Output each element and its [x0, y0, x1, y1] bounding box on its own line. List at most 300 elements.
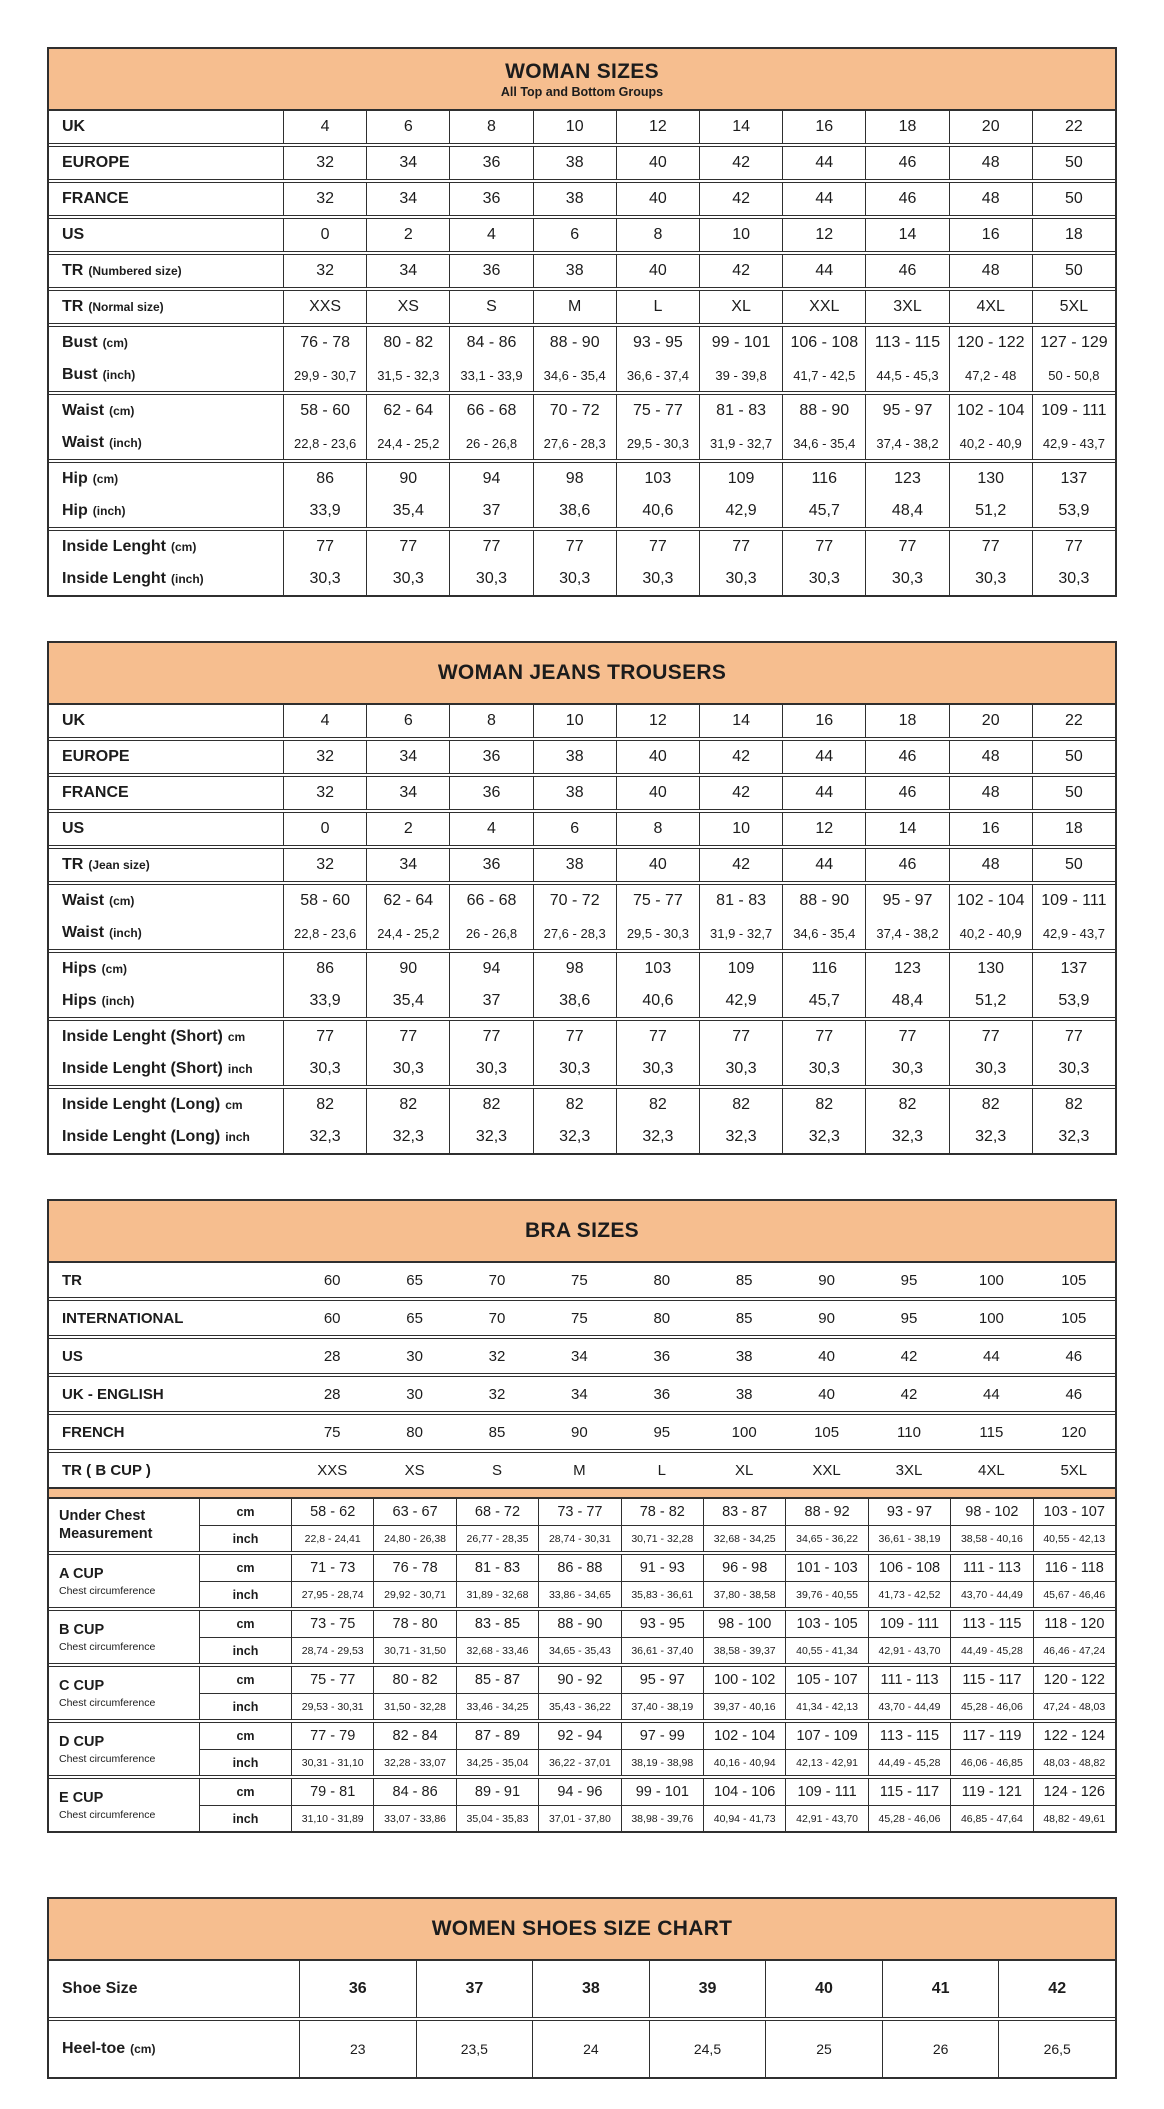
cell-value: XS — [404, 1461, 425, 1479]
cell-value: 87 - 89 — [456, 1723, 538, 1749]
cell-value: 30,3 — [449, 563, 532, 595]
cell-value: 106 - 108 — [868, 1555, 950, 1581]
cell-value: 81 - 83 — [699, 395, 782, 427]
cell-value: 39,76 - 40,55 — [785, 1581, 867, 1607]
row-label-text: Inside Lenght (Short) — [62, 1060, 223, 1077]
cell-value: 43,70 - 44,49 — [868, 1693, 950, 1719]
cell-value: 77 — [782, 531, 865, 563]
cell-value: 26,77 - 28,35 — [456, 1525, 538, 1551]
cell-value: 90 — [366, 953, 449, 985]
cell-value: 41,7 - 42,5 — [782, 359, 865, 391]
row-label-text: Hip — [62, 502, 88, 519]
row-label — [49, 395, 283, 427]
divider-strip — [49, 1487, 1115, 1499]
cell-value: 48 — [949, 147, 1032, 179]
cell-value: 30,3 — [699, 563, 782, 595]
table-row — [49, 1263, 1115, 1297]
cell-value: 40 — [818, 1385, 835, 1403]
cell-value: 77 — [449, 531, 532, 563]
cell-value: 109 - 111 — [868, 1611, 950, 1637]
cell-value: 80 - 82 — [366, 327, 449, 359]
table-row — [49, 1339, 1115, 1373]
cell-value: 32 — [283, 777, 366, 809]
cell-value: 42,9 - 43,7 — [1032, 917, 1115, 949]
cup-label-sublabel: Chest circumference — [59, 1808, 156, 1821]
cell-value: 68 - 72 — [456, 1499, 538, 1525]
cell-value: 42 — [699, 147, 782, 179]
cell-value: 53,9 — [1032, 495, 1115, 527]
cell-value: 45,67 - 46,46 — [1033, 1581, 1115, 1607]
table-row — [49, 1021, 1115, 1053]
table-row — [49, 885, 1115, 917]
cell-value: 32 — [488, 1347, 506, 1365]
cell-value: 32,3 — [865, 1121, 948, 1153]
table-row — [49, 1053, 1115, 1085]
cell-value: 38 — [533, 849, 616, 881]
cell-value: 16 — [949, 813, 1032, 845]
row-group — [49, 773, 1115, 809]
cell-value: 32,3 — [366, 1121, 449, 1153]
cell-value: 6 — [366, 111, 449, 143]
cell-value: 48 — [949, 183, 1032, 215]
cell-value: 32 — [283, 741, 366, 773]
cell-value: 97 - 99 — [621, 1723, 703, 1749]
cell-value: 41,34 - 42,13 — [785, 1693, 867, 1719]
row-label — [49, 427, 283, 459]
row-group — [49, 881, 1115, 949]
cell-value: 42 — [900, 1385, 918, 1403]
cell-value: 22,8 - 24,41 — [291, 1525, 373, 1551]
cell-value: 31,5 - 32,3 — [366, 359, 449, 391]
cell-value: 6 — [533, 813, 616, 845]
cell-value: 44 — [782, 741, 865, 773]
cell-value: 100 - 102 — [703, 1667, 785, 1693]
cell-value: 42,9 — [699, 985, 782, 1017]
cell-value: 33,9 — [283, 495, 366, 527]
unit-label: inch — [199, 1581, 291, 1607]
cell-value: 110 — [897, 1423, 921, 1441]
row-label-text: Waist — [62, 434, 105, 451]
table-row — [49, 741, 1115, 773]
cell-value: 95 - 97 — [865, 395, 948, 427]
cell-value: 30,3 — [449, 1053, 532, 1085]
cell-value: 37 — [416, 1961, 533, 2017]
cell-value: 35,43 - 36,22 — [538, 1693, 620, 1719]
unit-label: inch — [199, 1749, 291, 1775]
row-label-text: Bust — [62, 366, 98, 383]
cell-value: 93 - 95 — [621, 1611, 703, 1637]
cell-value: 88 - 92 — [785, 1499, 867, 1525]
cell-value: 99 - 101 — [699, 327, 782, 359]
unit-label: cm — [199, 1779, 291, 1805]
cell-value: 102 - 104 — [703, 1723, 785, 1749]
cell-value: 50 — [1032, 255, 1115, 287]
cell-value: 29,9 - 30,7 — [283, 359, 366, 391]
cell-value: 5XL — [1032, 291, 1115, 323]
cup-row-group — [49, 1551, 1115, 1607]
cell-value: 24,4 - 25,2 — [366, 917, 449, 949]
cell-value: 77 — [1032, 531, 1115, 563]
cell-value: 105 - 107 — [785, 1667, 867, 1693]
table-row — [49, 2021, 1115, 2077]
cell-value: 32 — [488, 1385, 506, 1403]
cell-value: XXL — [782, 291, 865, 323]
cell-value: 48 — [949, 741, 1032, 773]
unit-label: inch — [199, 1805, 291, 1831]
cell-value: 42 — [699, 255, 782, 287]
row-label — [49, 1453, 291, 1487]
row-group — [49, 1297, 1115, 1335]
table-row — [49, 327, 1115, 359]
row-label — [49, 1263, 291, 1297]
cell-value: 98 - 102 — [950, 1499, 1032, 1525]
row-label — [49, 849, 283, 881]
cell-value: 30,3 — [1032, 1053, 1115, 1085]
cell-value: XXS — [317, 1461, 348, 1479]
bra-conversion-section — [49, 1263, 1115, 1487]
woman-jeans-trousers-table — [47, 641, 1117, 1155]
row-label-note: (cm) — [92, 472, 119, 486]
cell-value: 4 — [283, 111, 366, 143]
row-group — [49, 391, 1115, 459]
row-label-text: TR — [62, 262, 84, 279]
cell-value: 105 — [814, 1423, 840, 1441]
cell-value: 6 — [366, 705, 449, 737]
table-row — [49, 1377, 1115, 1411]
cell-value: 30,3 — [283, 563, 366, 595]
cell-value: 103 — [616, 953, 699, 985]
cell-value: 26 - 26,8 — [449, 427, 532, 459]
cell-value: 40 — [765, 1961, 882, 2017]
row-label — [49, 1053, 283, 1085]
cell-value: 60 — [323, 1309, 341, 1327]
cell-value: 39 — [649, 1961, 766, 2017]
cell-value: 44 — [782, 183, 865, 215]
cell-value: 130 — [949, 463, 1032, 495]
cell-value: 38,19 - 38,98 — [621, 1749, 703, 1775]
cell-value: 80 — [653, 1309, 671, 1327]
row-label — [49, 563, 283, 595]
row-label-note: (inch) — [102, 368, 136, 382]
cell-value: 37,40 - 38,19 — [621, 1693, 703, 1719]
cell-value: 29,53 - 30,31 — [291, 1693, 373, 1719]
cell-value: L — [616, 291, 699, 323]
row-label-note: (inch) — [92, 504, 126, 518]
row-label — [49, 147, 283, 179]
cell-value: 44,5 - 45,3 — [865, 359, 948, 391]
cell-value: 18 — [1032, 219, 1115, 251]
cell-value: 51,2 — [949, 985, 1032, 1017]
cell-value: 33,07 - 33,86 — [373, 1805, 455, 1831]
cell-value: 30,3 — [616, 1053, 699, 1085]
cell-value: 123 — [865, 463, 948, 495]
cell-value: 105 — [1061, 1309, 1087, 1327]
cell-value: 45,28 - 46,06 — [950, 1693, 1032, 1719]
cell-value: 34,6 - 35,4 — [782, 427, 865, 459]
cell-value: 113 - 115 — [868, 1723, 950, 1749]
unit-label: inch — [199, 1525, 291, 1551]
cell-value: 35,04 - 35,83 — [456, 1805, 538, 1831]
cell-value: 50 — [1032, 147, 1115, 179]
cell-value: 32,68 - 33,46 — [456, 1637, 538, 1663]
cell-value: 103 — [616, 463, 699, 495]
cell-value: 77 — [699, 531, 782, 563]
row-label-text: FRENCH — [62, 1423, 125, 1441]
cell-value: 102 - 104 — [949, 395, 1032, 427]
cell-value: 44,49 - 45,28 — [950, 1637, 1032, 1663]
cell-value: 8 — [616, 813, 699, 845]
row-label — [49, 953, 283, 985]
cell-value: 84 - 86 — [373, 1779, 455, 1805]
cell-value: 90 — [818, 1309, 835, 1327]
cell-value: 99 - 101 — [621, 1779, 703, 1805]
table-header-band — [49, 1201, 1115, 1263]
cell-value: 37,4 - 38,2 — [865, 917, 948, 949]
cell-value: 12 — [616, 111, 699, 143]
cell-value: 77 — [616, 531, 699, 563]
cell-value: 30,71 - 32,28 — [621, 1525, 703, 1551]
row-group — [49, 705, 1115, 737]
cell-value: 36 — [653, 1347, 671, 1365]
row-label-note: (cm) — [130, 2042, 156, 2056]
row-label — [49, 1021, 283, 1053]
cell-value: 71 - 73 — [291, 1555, 373, 1581]
cell-value: 123 — [865, 953, 948, 985]
cell-value: 8 — [616, 219, 699, 251]
cell-value: 50 — [1032, 849, 1115, 881]
cell-value: 31,10 - 31,89 — [291, 1805, 373, 1831]
row-label — [49, 219, 283, 251]
table-row — [49, 395, 1115, 427]
cell-value: 95 — [653, 1423, 671, 1441]
cell-value: 113 - 115 — [865, 327, 948, 359]
cell-value: 44 — [782, 777, 865, 809]
cup-row-group — [49, 1499, 1115, 1551]
row-label — [49, 291, 283, 323]
cell-value: 46,85 - 47,64 — [950, 1805, 1032, 1831]
row-label-text: Inside Lenght (Long) — [62, 1096, 221, 1113]
row-label-text: UK — [62, 118, 86, 135]
cell-value: 116 — [782, 463, 865, 495]
cell-value: 77 - 79 — [291, 1723, 373, 1749]
cell-value: 22,8 - 23,6 — [283, 917, 366, 949]
cup-label-text: A CUP — [59, 1566, 104, 1583]
cell-value: 26 - 26,8 — [449, 917, 532, 949]
table-row — [49, 1415, 1115, 1449]
row-label — [49, 705, 283, 737]
cell-value: 22,8 - 23,6 — [283, 427, 366, 459]
cell-value: 95 — [900, 1271, 918, 1289]
cell-value: 111 - 113 — [950, 1555, 1032, 1581]
unit-label: cm — [199, 1667, 291, 1693]
row-label-note: (cm) — [109, 404, 135, 418]
cup-label — [49, 1611, 199, 1663]
cell-value: 36 — [449, 741, 532, 773]
row-label-text: TR ( B CUP ) — [62, 1461, 151, 1479]
cell-value: 48 — [949, 255, 1032, 287]
table-row — [49, 427, 1115, 459]
cell-value: 120 — [1061, 1423, 1087, 1441]
row-label-text: Inside Lenght (Long) — [62, 1128, 221, 1145]
cell-value: 24,5 — [649, 2021, 766, 2077]
table-row — [49, 183, 1115, 215]
cell-value: 45,7 — [782, 495, 865, 527]
cell-value: 30,3 — [699, 1053, 782, 1085]
cell-value: 40 — [616, 741, 699, 773]
cell-value: 4 — [283, 705, 366, 737]
cell-value: 30,3 — [865, 563, 948, 595]
row-label-text: TR — [62, 1271, 82, 1289]
cell-value: 70 - 72 — [533, 395, 616, 427]
row-label-note: (Jean size) — [88, 858, 150, 872]
cell-value: 40,6 — [616, 985, 699, 1017]
cell-value: 16 — [782, 705, 865, 737]
cell-value: 120 - 122 — [949, 327, 1032, 359]
cell-value: XL — [699, 291, 782, 323]
cell-value: 116 — [782, 953, 865, 985]
cell-value: 109 - 111 — [1032, 395, 1115, 427]
cell-value: 34 — [571, 1347, 588, 1365]
row-label-note: (cm) — [101, 962, 128, 976]
row-label — [49, 359, 283, 391]
cell-value: 3XL — [895, 1461, 923, 1479]
cell-value: 40,6 — [616, 495, 699, 527]
cell-value: 18 — [865, 111, 948, 143]
cell-value: 82 — [949, 1089, 1032, 1121]
cell-value: 40,55 - 41,34 — [785, 1637, 867, 1663]
cell-value: 27,6 - 28,3 — [533, 427, 616, 459]
row-label — [49, 1339, 291, 1373]
cell-value: 40,94 - 41,73 — [703, 1805, 785, 1831]
cell-value: 35,83 - 36,61 — [621, 1581, 703, 1607]
cell-value: 46 — [865, 147, 948, 179]
cell-value: 58 - 60 — [283, 395, 366, 427]
cell-value: 20 — [949, 111, 1032, 143]
cell-value: S — [449, 291, 532, 323]
cell-value: 25 — [765, 2021, 882, 2077]
cell-value: 30,3 — [949, 1053, 1032, 1085]
cell-value: 34 — [366, 741, 449, 773]
cell-value: 109 — [699, 463, 782, 495]
cell-value: 77 — [699, 1021, 782, 1053]
row-label — [49, 183, 283, 215]
row-label-text: Hips — [62, 992, 97, 1009]
cell-value: 26,5 — [998, 2021, 1115, 2077]
cell-value: 4XL — [978, 1461, 1005, 1479]
cup-label — [49, 1779, 199, 1831]
cell-value: 75 - 77 — [616, 395, 699, 427]
cell-value: 53,9 — [1032, 985, 1115, 1017]
cell-value: 0 — [283, 813, 366, 845]
cell-value: 77 — [366, 1021, 449, 1053]
woman-sizes-table — [47, 47, 1117, 597]
table-row — [49, 531, 1115, 563]
cell-value: 75 — [323, 1423, 341, 1441]
cell-value: 104 - 106 — [703, 1779, 785, 1805]
table-row — [49, 985, 1115, 1017]
cell-value: 66 - 68 — [449, 885, 532, 917]
cell-value: 33,86 - 34,65 — [538, 1581, 620, 1607]
cell-value: 42,13 - 42,91 — [785, 1749, 867, 1775]
cell-value: 70 - 72 — [533, 885, 616, 917]
cell-value: 23,5 — [416, 2021, 533, 2077]
cell-value: 36 — [449, 849, 532, 881]
table-row — [49, 705, 1115, 737]
cell-value: 109 - 111 — [785, 1779, 867, 1805]
cell-value: 73 - 75 — [291, 1611, 373, 1637]
cell-value: 30,3 — [366, 1053, 449, 1085]
cell-value: 4 — [449, 219, 532, 251]
cup-row-group — [49, 1775, 1115, 1831]
row-label — [49, 1121, 283, 1153]
cell-value: 12 — [782, 219, 865, 251]
cup-row-group — [49, 1719, 1115, 1775]
cell-value: 38 — [533, 741, 616, 773]
table-row — [49, 563, 1115, 595]
cell-value: 33,46 - 34,25 — [456, 1693, 538, 1719]
cell-value: 89 - 91 — [456, 1779, 538, 1805]
cell-value: 42 — [900, 1347, 918, 1365]
cell-value: 45,7 — [782, 985, 865, 1017]
row-group — [49, 845, 1115, 881]
cell-value: 41 — [882, 1961, 999, 2017]
cell-value: 22 — [1032, 705, 1115, 737]
row-group — [49, 1263, 1115, 1297]
cell-value: 30,3 — [533, 1053, 616, 1085]
cell-value: 137 — [1032, 463, 1115, 495]
cell-value: 88 - 90 — [782, 885, 865, 917]
cell-value: 34 — [366, 777, 449, 809]
cell-value: 51,2 — [949, 495, 1032, 527]
row-label-note: (cm) — [109, 894, 135, 908]
bra-sizes-table — [47, 1199, 1117, 1833]
table-header-band — [49, 643, 1115, 705]
cell-value: 48,4 — [865, 985, 948, 1017]
cell-value: 120 - 122 — [1033, 1667, 1115, 1693]
table-row — [49, 291, 1115, 323]
cell-value: 77 — [283, 531, 366, 563]
table-row — [49, 463, 1115, 495]
cup-label-text: D CUP — [59, 1734, 105, 1751]
cell-value: 35,4 — [366, 495, 449, 527]
cell-value: 32,28 - 33,07 — [373, 1749, 455, 1775]
cell-value: 85 — [488, 1423, 506, 1441]
cell-value: 36 — [449, 255, 532, 287]
cell-value: 37,80 - 38,58 — [703, 1581, 785, 1607]
cell-value: 98 — [533, 953, 616, 985]
row-label-text: Shoe Size — [62, 1980, 138, 1997]
cell-value: 36 — [449, 183, 532, 215]
table-header-band — [49, 1899, 1115, 1961]
cell-value: 46 — [865, 741, 948, 773]
cell-value: 24,4 - 25,2 — [366, 427, 449, 459]
cell-value: 82 — [782, 1089, 865, 1121]
cell-value: 34,25 - 35,04 — [456, 1749, 538, 1775]
cup-label-sublabel: Chest circumference — [59, 1584, 156, 1597]
cell-value: 77 — [283, 1021, 366, 1053]
cell-value: 90 — [366, 463, 449, 495]
cell-value: 16 — [782, 111, 865, 143]
cell-value: 32 — [283, 183, 366, 215]
cell-value: 40 — [616, 147, 699, 179]
cell-value: 63 - 67 — [373, 1499, 455, 1525]
cell-value: 8 — [449, 705, 532, 737]
cell-value: 40 — [616, 777, 699, 809]
cup-label — [49, 1555, 199, 1607]
cell-value: 32,3 — [533, 1121, 616, 1153]
cell-value: 88 - 90 — [538, 1611, 620, 1637]
cell-value: 122 - 124 — [1033, 1723, 1115, 1749]
